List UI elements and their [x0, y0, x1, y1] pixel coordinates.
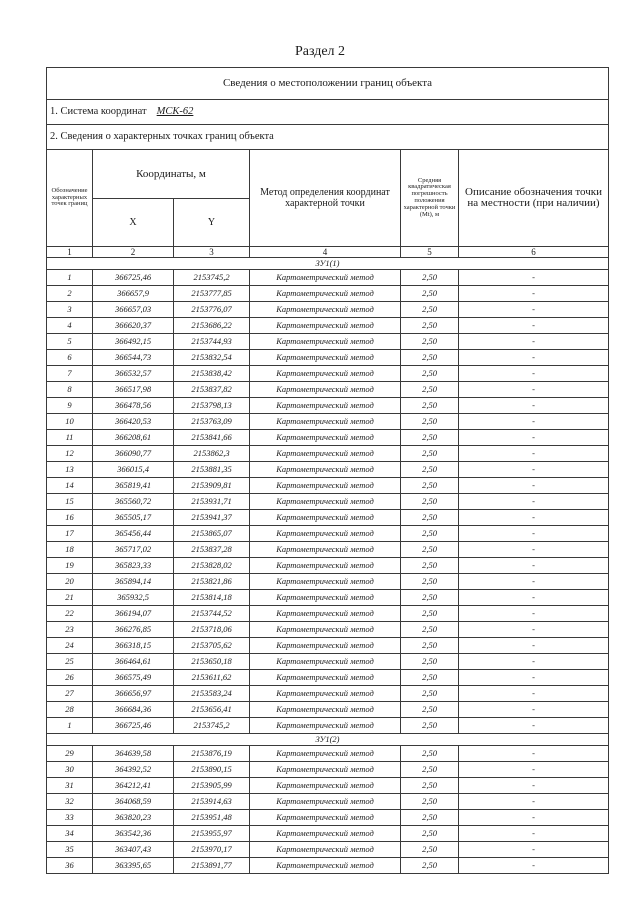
description: - [459, 302, 609, 318]
method: Картометрический метод [250, 350, 401, 366]
description: - [459, 494, 609, 510]
coord-y: 2153611,62 [174, 670, 250, 686]
table-title-row [47, 68, 609, 100]
coord-x: 366492,15 [93, 334, 174, 350]
description: - [459, 526, 609, 542]
coord-y: 2153814,18 [174, 590, 250, 606]
coord-x: 366725,46 [93, 718, 174, 734]
accuracy: 2,50 [401, 302, 459, 318]
table-row [47, 334, 609, 350]
description: - [459, 606, 609, 622]
method: Картометрический метод [250, 842, 401, 858]
coord-x: 365823,33 [93, 558, 174, 574]
coord-x: 364392,52 [93, 762, 174, 778]
accuracy: 2,50 [401, 558, 459, 574]
coord-y: 2153905,99 [174, 778, 250, 794]
description: - [459, 638, 609, 654]
group-row [47, 258, 609, 270]
coord-x: 366725,46 [93, 270, 174, 286]
table-row [47, 794, 609, 810]
description: - [459, 762, 609, 778]
table-row [47, 654, 609, 670]
description: - [459, 590, 609, 606]
point-id: 31 [47, 778, 93, 794]
point-id: 36 [47, 858, 93, 874]
group-row [47, 734, 609, 746]
description: - [459, 398, 609, 414]
method: Картометрический метод [250, 702, 401, 718]
coord-x: 366276,85 [93, 622, 174, 638]
method: Картометрический метод [250, 542, 401, 558]
accuracy: 2,50 [401, 686, 459, 702]
point-id: 14 [47, 478, 93, 494]
point-id: 12 [47, 446, 93, 462]
column-number: 1 [47, 247, 93, 258]
coord-y: 2153745,2 [174, 270, 250, 286]
coord-x: 366517,98 [93, 382, 174, 398]
table-row [47, 350, 609, 366]
description: - [459, 462, 609, 478]
coord-y: 2153970,17 [174, 842, 250, 858]
accuracy: 2,50 [401, 654, 459, 670]
point-id: 4 [47, 318, 93, 334]
accuracy: 2,50 [401, 718, 459, 734]
method: Картометрический метод [250, 654, 401, 670]
point-id: 26 [47, 670, 93, 686]
accuracy: 2,50 [401, 366, 459, 382]
coord-y: 2153914,63 [174, 794, 250, 810]
point-id: 7 [47, 366, 93, 382]
coord-x: 366420,53 [93, 414, 174, 430]
accuracy: 2,50 [401, 334, 459, 350]
method: Картометрический метод [250, 334, 401, 350]
table-row [47, 526, 609, 542]
point-id: 20 [47, 574, 93, 590]
coord-x: 364212,41 [93, 778, 174, 794]
description: - [459, 702, 609, 718]
table-row [47, 574, 609, 590]
header-description: Описание обозначения точки на местности (при наличии) [459, 150, 609, 247]
table-row [47, 462, 609, 478]
coord-y: 2153838,42 [174, 366, 250, 382]
coord-x: 366464,61 [93, 654, 174, 670]
coord-y: 2153837,82 [174, 382, 250, 398]
method: Картометрический метод [250, 302, 401, 318]
coord-y: 2153881,35 [174, 462, 250, 478]
description: - [459, 366, 609, 382]
description: - [459, 794, 609, 810]
coord-y: 2153891,77 [174, 858, 250, 874]
table-row [47, 622, 609, 638]
coord-y: 2153837,28 [174, 542, 250, 558]
accuracy: 2,50 [401, 526, 459, 542]
accuracy: 2,50 [401, 622, 459, 638]
coord-x: 365819,41 [93, 478, 174, 494]
point-id: 2 [47, 286, 93, 302]
accuracy: 2,50 [401, 762, 459, 778]
description: - [459, 542, 609, 558]
table-row [47, 762, 609, 778]
description: - [459, 446, 609, 462]
table-row [47, 382, 609, 398]
method: Картометрический метод [250, 558, 401, 574]
description: - [459, 718, 609, 734]
table-row [47, 606, 609, 622]
coord-x: 364639,58 [93, 746, 174, 762]
point-id: 10 [47, 414, 93, 430]
table-title: Сведения о местоположении границ объекта [47, 68, 609, 100]
accuracy: 2,50 [401, 462, 459, 478]
accuracy: 2,50 [401, 746, 459, 762]
description: - [459, 382, 609, 398]
point-id: 16 [47, 510, 93, 526]
table-row [47, 590, 609, 606]
point-id: 25 [47, 654, 93, 670]
point-id: 3 [47, 302, 93, 318]
method: Картометрический метод [250, 526, 401, 542]
table-row [47, 446, 609, 462]
accuracy: 2,50 [401, 430, 459, 446]
coord-y: 2153862,3 [174, 446, 250, 462]
coord-y: 2153951,48 [174, 810, 250, 826]
description: - [459, 334, 609, 350]
coord-system-cell [47, 100, 609, 125]
coord-y: 2153583,24 [174, 686, 250, 702]
method: Картометрический метод [250, 510, 401, 526]
accuracy: 2,50 [401, 510, 459, 526]
coord-y: 2153909,81 [174, 478, 250, 494]
coord-system-value: МСК-62 [156, 105, 194, 117]
point-id: 19 [47, 558, 93, 574]
accuracy: 2,50 [401, 382, 459, 398]
description: - [459, 574, 609, 590]
header-method: Метод определения координат характерной точки [250, 150, 401, 247]
column-number-row [47, 247, 609, 258]
table-row [47, 270, 609, 286]
description: - [459, 746, 609, 762]
section-title: Раздел 2 [294, 44, 346, 59]
method: Картометрический метод [250, 746, 401, 762]
point-id: 35 [47, 842, 93, 858]
coord-x: 366194,07 [93, 606, 174, 622]
method: Картометрический метод [250, 286, 401, 302]
method: Картометрический метод [250, 686, 401, 702]
accuracy: 2,50 [401, 826, 459, 842]
table-row [47, 302, 609, 318]
coord-x: 365717,02 [93, 542, 174, 558]
coord-x: 363542,36 [93, 826, 174, 842]
description: - [459, 826, 609, 842]
method: Картометрический метод [250, 590, 401, 606]
accuracy: 2,50 [401, 794, 459, 810]
accuracy: 2,50 [401, 842, 459, 858]
method: Картометрический метод [250, 382, 401, 398]
accuracy: 2,50 [401, 542, 459, 558]
method: Картометрический метод [250, 398, 401, 414]
table-row [47, 318, 609, 334]
method: Картометрический метод [250, 794, 401, 810]
method: Картометрический метод [250, 462, 401, 478]
coord-y: 2153821,86 [174, 574, 250, 590]
column-number: 4 [250, 247, 401, 258]
point-id: 11 [47, 430, 93, 446]
table-row [47, 826, 609, 842]
coord-y: 2153744,93 [174, 334, 250, 350]
header-accuracy: Средняя квадратическая погрешность положения характерной точки (Mt), м [401, 150, 459, 247]
method: Картометрический метод [250, 494, 401, 510]
coord-y: 2153776,07 [174, 302, 250, 318]
point-id: 33 [47, 810, 93, 826]
coord-system-row [47, 100, 609, 125]
coord-x: 365456,44 [93, 526, 174, 542]
point-id: 18 [47, 542, 93, 558]
point-id: 13 [47, 462, 93, 478]
coord-x: 366684,36 [93, 702, 174, 718]
description: - [459, 478, 609, 494]
description: - [459, 510, 609, 526]
table-row [47, 670, 609, 686]
table-row [47, 542, 609, 558]
table-row [47, 810, 609, 826]
table-row [47, 638, 609, 654]
method: Картометрический метод [250, 858, 401, 874]
accuracy: 2,50 [401, 446, 459, 462]
description: - [459, 558, 609, 574]
coord-y: 2153876,19 [174, 746, 250, 762]
table-row [47, 558, 609, 574]
point-id: 32 [47, 794, 93, 810]
accuracy: 2,50 [401, 286, 459, 302]
description: - [459, 430, 609, 446]
coord-x: 366532,57 [93, 366, 174, 382]
point-id: 21 [47, 590, 93, 606]
point-id: 28 [47, 702, 93, 718]
table-body [47, 68, 609, 874]
method: Картометрический метод [250, 622, 401, 638]
group-label: ЗУ1(2) [47, 734, 609, 746]
description: - [459, 686, 609, 702]
method: Картометрический метод [250, 478, 401, 494]
point-id: 23 [47, 622, 93, 638]
header-x: X [93, 199, 174, 247]
coord-y: 2153650,18 [174, 654, 250, 670]
header-point-designation: Обозначение характерных точек границ [47, 150, 93, 247]
accuracy: 2,50 [401, 350, 459, 366]
coord-y: 2153686,22 [174, 318, 250, 334]
method: Картометрический метод [250, 762, 401, 778]
accuracy: 2,50 [401, 478, 459, 494]
description: - [459, 858, 609, 874]
accuracy: 2,50 [401, 638, 459, 654]
coord-x: 366090,77 [93, 446, 174, 462]
coord-y: 2153841,66 [174, 430, 250, 446]
coord-x: 366657,9 [93, 286, 174, 302]
method: Картометрический метод [250, 638, 401, 654]
table-row [47, 746, 609, 762]
accuracy: 2,50 [401, 778, 459, 794]
table-row [47, 702, 609, 718]
method: Картометрический метод [250, 718, 401, 734]
table-row [47, 842, 609, 858]
point-id: 1 [47, 270, 93, 286]
header-coordinates: Координаты, м [93, 150, 250, 199]
coord-x: 366208,61 [93, 430, 174, 446]
coord-y: 2153828,02 [174, 558, 250, 574]
coord-y: 2153941,37 [174, 510, 250, 526]
point-id: 1 [47, 718, 93, 734]
point-id: 30 [47, 762, 93, 778]
description: - [459, 810, 609, 826]
coord-y: 2153763,09 [174, 414, 250, 430]
table-row [47, 398, 609, 414]
method: Картометрический метод [250, 318, 401, 334]
description: - [459, 778, 609, 794]
header-y: Y [174, 199, 250, 247]
point-id: 6 [47, 350, 93, 366]
coord-x: 366657,03 [93, 302, 174, 318]
accuracy: 2,50 [401, 702, 459, 718]
description: - [459, 654, 609, 670]
table-row [47, 686, 609, 702]
group-label: ЗУ1(1) [47, 258, 609, 270]
coord-y: 2153744,52 [174, 606, 250, 622]
point-id: 8 [47, 382, 93, 398]
header-row-1 [47, 150, 609, 199]
accuracy: 2,50 [401, 574, 459, 590]
description: - [459, 670, 609, 686]
accuracy: 2,50 [401, 670, 459, 686]
column-number: 6 [459, 247, 609, 258]
description: - [459, 270, 609, 286]
coord-x: 365894,14 [93, 574, 174, 590]
point-id: 24 [47, 638, 93, 654]
column-number: 3 [174, 247, 250, 258]
coord-y: 2153718,06 [174, 622, 250, 638]
method: Картометрический метод [250, 446, 401, 462]
column-number: 2 [93, 247, 174, 258]
method: Картометрический метод [250, 670, 401, 686]
coord-x: 365560,72 [93, 494, 174, 510]
point-id: 27 [47, 686, 93, 702]
method: Картометрический метод [250, 810, 401, 826]
description: - [459, 414, 609, 430]
coord-x: 365505,17 [93, 510, 174, 526]
description: - [459, 622, 609, 638]
table-row [47, 858, 609, 874]
method: Картометрический метод [250, 366, 401, 382]
coord-y: 2153865,07 [174, 526, 250, 542]
table-row [47, 718, 609, 734]
coord-y: 2153705,62 [174, 638, 250, 654]
point-id: 29 [47, 746, 93, 762]
coord-x: 363407,43 [93, 842, 174, 858]
accuracy: 2,50 [401, 398, 459, 414]
coord-x: 366656,97 [93, 686, 174, 702]
coord-x: 363820,23 [93, 810, 174, 826]
accuracy: 2,50 [401, 494, 459, 510]
coord-y: 2153745,2 [174, 718, 250, 734]
method: Картометрический метод [250, 270, 401, 286]
accuracy: 2,50 [401, 270, 459, 286]
description: - [459, 350, 609, 366]
coord-x: 365932,5 [93, 590, 174, 606]
accuracy: 2,50 [401, 414, 459, 430]
description: - [459, 318, 609, 334]
method: Картометрический метод [250, 414, 401, 430]
points-label-row [47, 125, 609, 150]
coord-y: 2153777,85 [174, 286, 250, 302]
table-row [47, 366, 609, 382]
accuracy: 2,50 [401, 858, 459, 874]
point-id: 22 [47, 606, 93, 622]
coord-x: 364068,59 [93, 794, 174, 810]
point-id: 15 [47, 494, 93, 510]
coord-x: 366015,4 [93, 462, 174, 478]
accuracy: 2,50 [401, 590, 459, 606]
table-row [47, 510, 609, 526]
coord-system-label: 1. Система координат [50, 105, 147, 117]
table-row [47, 778, 609, 794]
point-id: 9 [47, 398, 93, 414]
description: - [459, 842, 609, 858]
table-row [47, 286, 609, 302]
points-label: 2. Сведения о характерных точках границ объекта [47, 125, 609, 150]
accuracy: 2,50 [401, 810, 459, 826]
method: Картометрический метод [250, 826, 401, 842]
method: Картометрический метод [250, 778, 401, 794]
coord-y: 2153656,41 [174, 702, 250, 718]
coord-x: 366478,56 [93, 398, 174, 414]
coord-y: 2153931,71 [174, 494, 250, 510]
coord-y: 2153798,13 [174, 398, 250, 414]
coord-x: 366318,15 [93, 638, 174, 654]
boundary-points-table [46, 67, 609, 874]
coord-x: 366620,37 [93, 318, 174, 334]
coord-x: 363395,65 [93, 858, 174, 874]
description: - [459, 286, 609, 302]
method: Картометрический метод [250, 430, 401, 446]
coord-y: 2153955,97 [174, 826, 250, 842]
accuracy: 2,50 [401, 606, 459, 622]
table-row [47, 414, 609, 430]
table-row [47, 478, 609, 494]
column-number: 5 [401, 247, 459, 258]
method: Картометрический метод [250, 606, 401, 622]
coord-y: 2153832,54 [174, 350, 250, 366]
coord-x: 366575,49 [93, 670, 174, 686]
point-id: 5 [47, 334, 93, 350]
table-row [47, 430, 609, 446]
accuracy: 2,50 [401, 318, 459, 334]
point-id: 34 [47, 826, 93, 842]
coord-x: 366544,73 [93, 350, 174, 366]
coord-y: 2153890,15 [174, 762, 250, 778]
method: Картометрический метод [250, 574, 401, 590]
table-row [47, 494, 609, 510]
point-id: 17 [47, 526, 93, 542]
